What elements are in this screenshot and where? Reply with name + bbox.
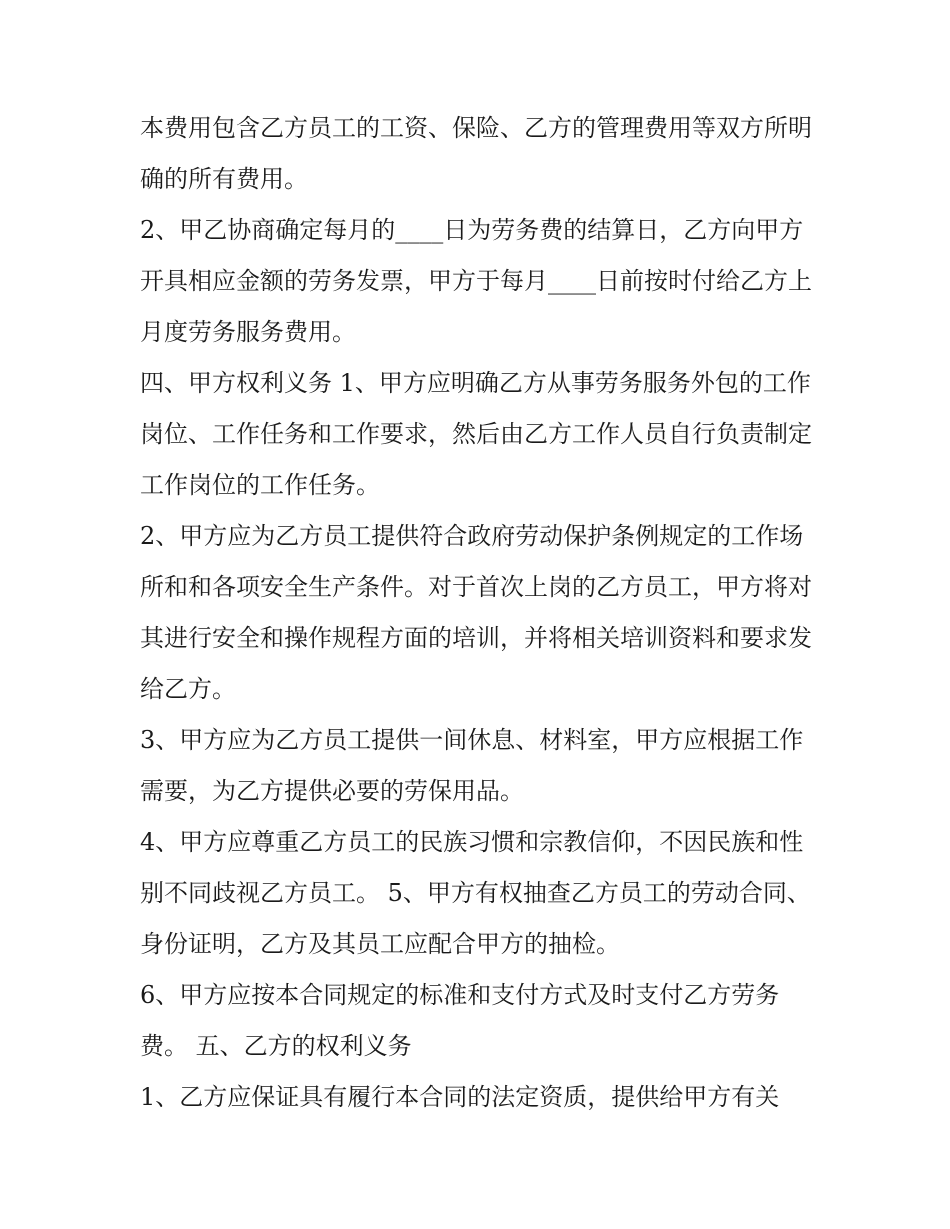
paragraph-workplace-safety: 2、甲方应为乙方员工提供符合政府劳动保护条例规定的工作场所和和各项安全生产条件。对于首次上岗的乙方员工，甲方将对其进行安全和操作规程方面的培训，并将相关培训资料和要求发给乙方。 — [140, 522, 812, 703]
paragraph-party-b-qualification: 1、乙方应保证具有履行本合同的法定资质，提供给甲方有关 — [140, 1083, 780, 1111]
paragraph-party-a-rights: 四、甲方权利义务 1、甲方应明确乙方从事劳务服务外包的工作岗位、工作任务和工作要求，然后由乙方工作人员自行负责制定工作岗位的工作任务。 — [140, 369, 812, 499]
document-body — [140, 103, 820, 1123]
paragraph-settlement-date: 2、甲乙协商确定每月的____日为劳务费的结算日，乙方向甲方开具相应金额的劳务发票，甲方于每月____日前按时付给乙方上月度劳务服务费用。 — [140, 216, 812, 346]
paragraph-respect-customs: 4、甲方应尊重乙方员工的民族习惯和宗教信仰，不因民族和性别不同歧视乙方员工。 5、甲方有权抽查乙方员工的劳动合同、身份证明，乙方及其员工应配合甲方的抽检。 — [140, 828, 811, 958]
paragraph-payment: 6、甲方应按本合同规定的标准和支付方式及时支付乙方劳务费。 五、乙方的权利义务 — [140, 981, 780, 1060]
paragraph-fee-scope: 本费用包含乙方员工的工资、保险、乙方的管理费用等双方所明确的所有费用。 — [140, 114, 812, 193]
paragraph-rest-room: 3、甲方应为乙方员工提供一间休息、材料室，甲方应根据工作需要，为乙方提供必要的劳保用品。 — [140, 726, 804, 805]
